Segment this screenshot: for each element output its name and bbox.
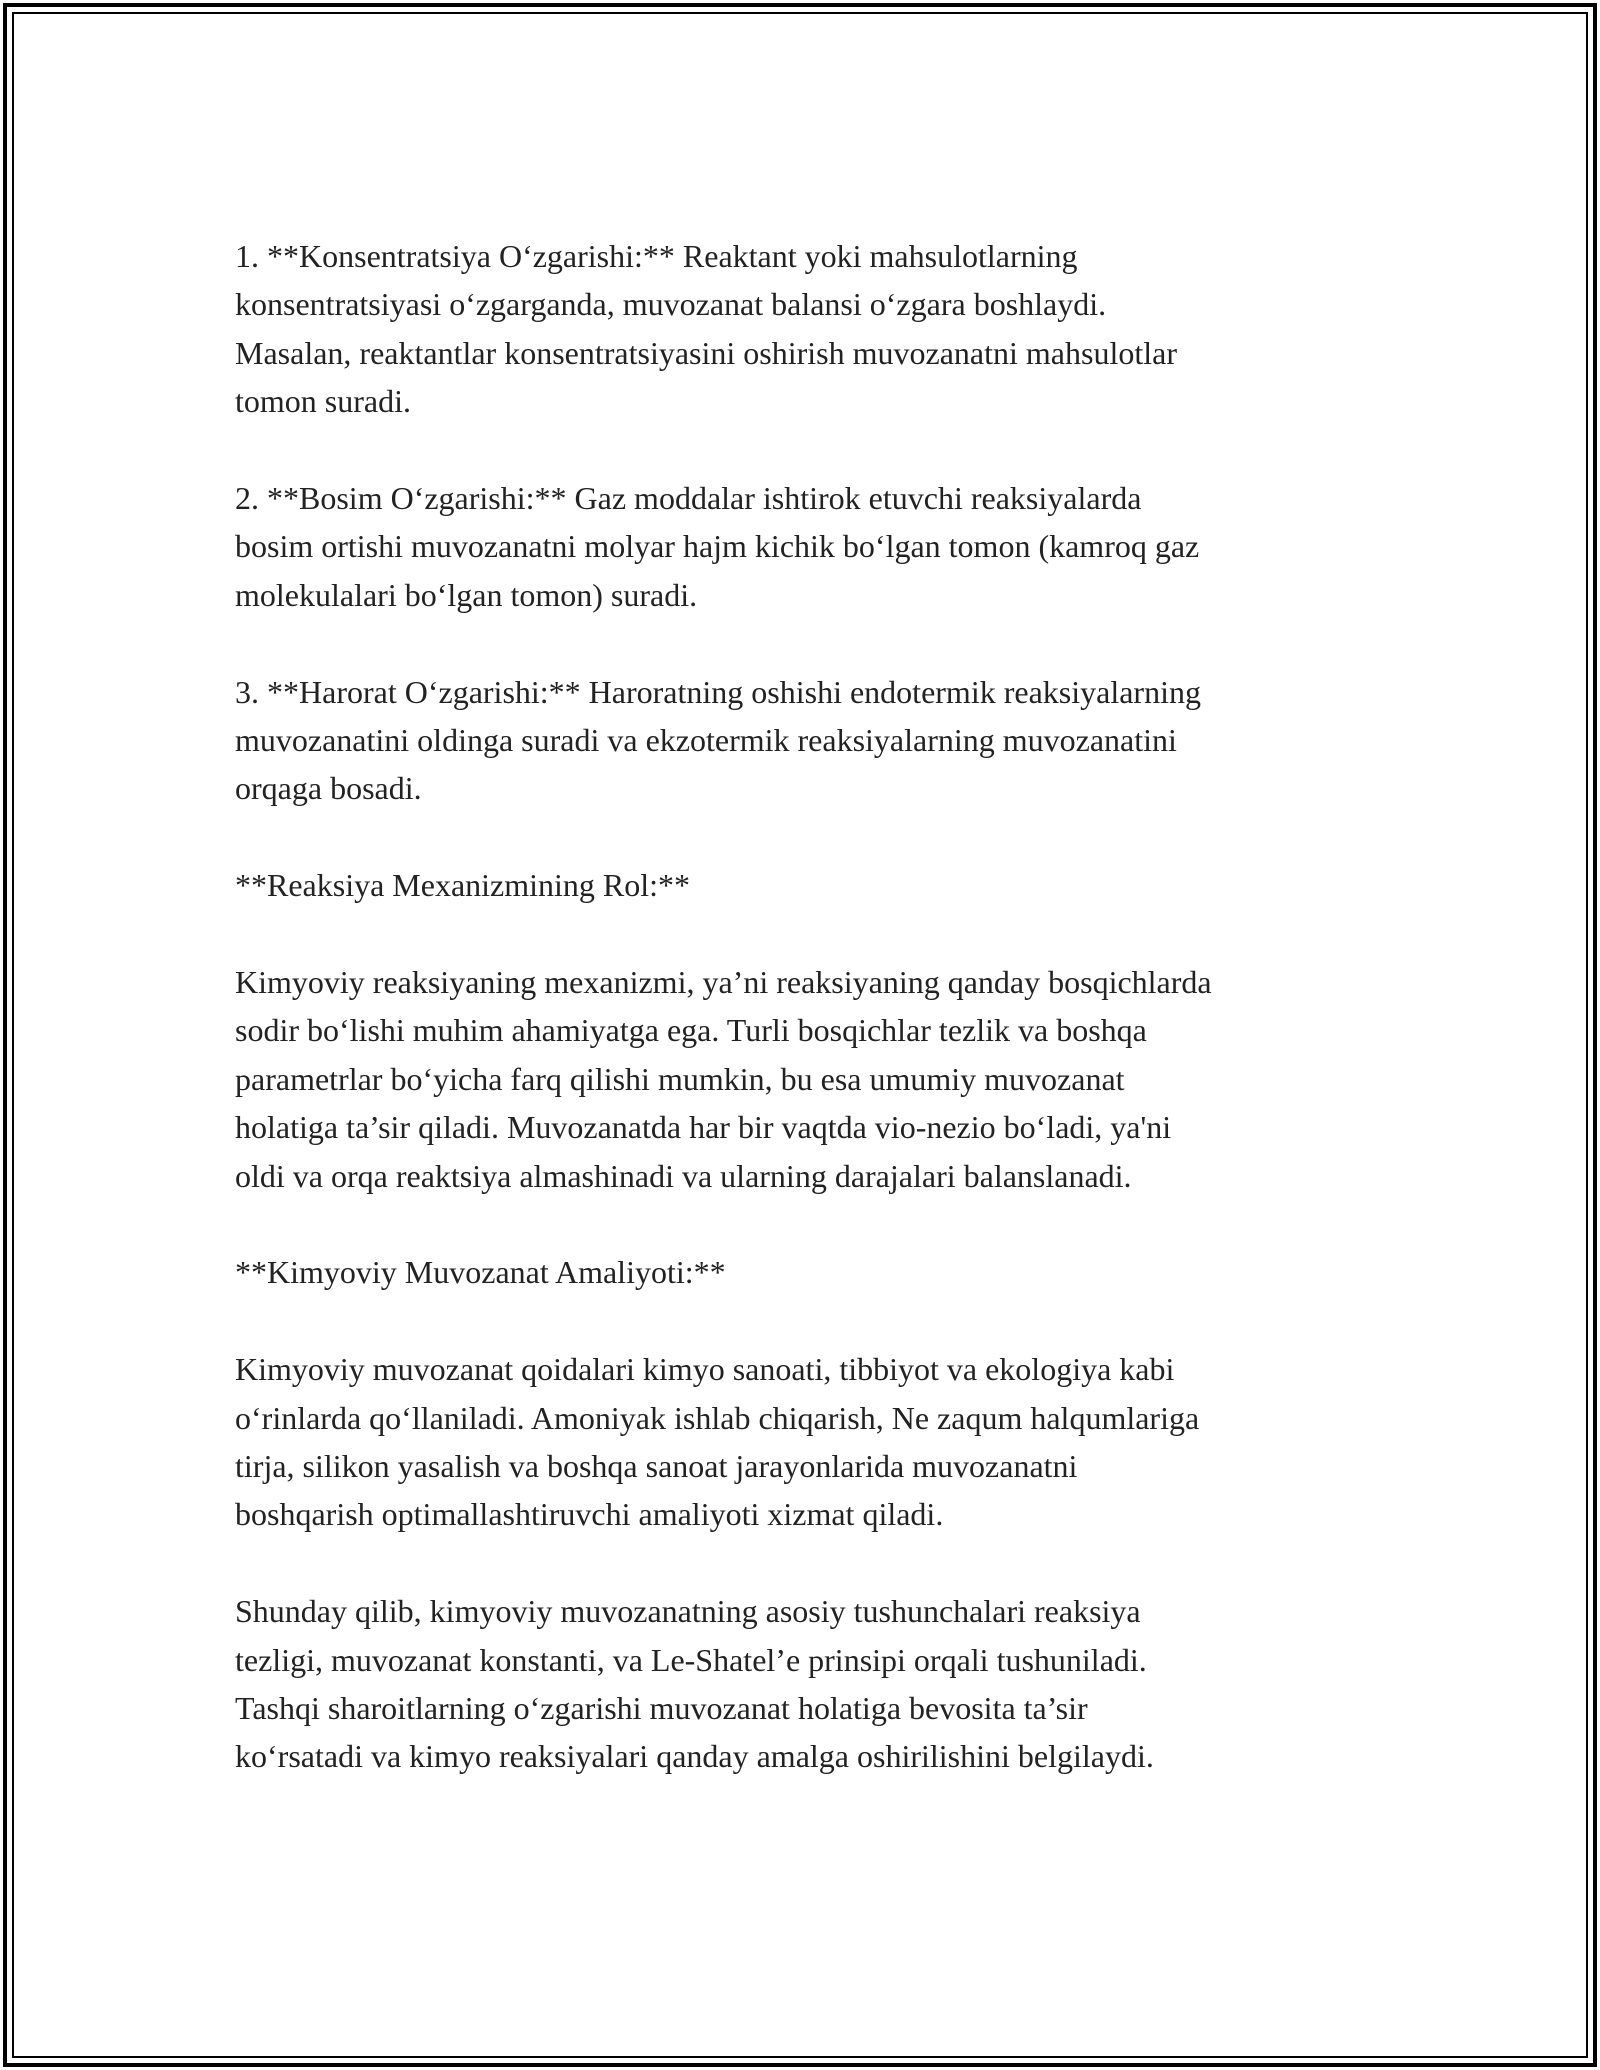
paragraph-conclusion: Shunday qilib, kimyoviy muvozanatning asosiy tushunchalari reaksiya tezligi, muvozanat konstanti, va Le-Shatel’e prinsipi orqali tushuniladi. Tashqi sharoitlarning oʻzgarishi muvozanat holatiga bevosita ta’sir koʻrsatadi va kimyo reaksiyalari qanday amalga oshirilishini belgilaydi. (235, 1593, 1154, 1775)
paragraph-reaction-mechanism: Kimyoviy reaksiyaning mexanizmi, ya’ni reaksiyaning qanday bosqichlarda sodir boʻlishi muhim ahamiyatga ega. Turli bosqichlar tezlik va boshqa parametrlar boʻyicha farq qilishi mumkin, bu esa umumiy muvozanat holatiga ta’sir qiladi. Muvozanatda har bir vaqtda vio-nezio boʻladi, ya'ni oldi va orqa reaktsiya almashinadi va ularning darajalari balanslanadi. (235, 964, 1212, 1194)
paragraph-concentration-change: 1. **Konsentratsiya Oʻzgarishi:** Reaktant yoki mahsulotlarning konsentratsiyasi oʻzgarganda, muvozanat balansi oʻzgara boshlaydi. Masalan, reaktantlar konsentratsiyasini oshirish muvozanatni mahsulotlar tomon suradi. (235, 238, 1177, 420)
paragraph-pressure-change: 2. **Bosim Oʻzgarishi:** Gaz moddalar ishtirok etuvchi reaksiyalarda bosim ortishi muvozanatni molyar hajm kichik boʻlgan tomon (kamroq gaz molekulalari boʻlgan tomon) suradi. (235, 480, 1200, 613)
paragraph-temperature-change: 3. **Harorat Oʻzgarishi:** Haroratning oshishi endotermik reaksiyalarning muvozanatini oldinga suradi va ekzotermik reaksiyalarning muvozanatini orqaga bosadi. (235, 673, 1201, 807)
paragraph-equilibrium-practice: Kimyoviy muvozanat qoidalari kimyo sanoati, tibbiyot va ekologiya kabi oʻrinlarda qoʻllaniladi. Amoniyak ishlab chiqarish, Ne zaqum halqumlariga tirja, silikon yasalish va boshqa sanoat jarayonlarida muvozanatni boshqarish optimallashtiruvchi amaliyoti xizmat qiladi. (235, 1351, 1200, 1533)
heading-reaction-mechanism: **Reaksiya Mexanizmining Rol:** (235, 867, 691, 904)
heading-equilibrium-practice: **Kimyoviy Muvozanat Amaliyoti:** (235, 1254, 726, 1291)
document-body (235, 232, 1375, 1829)
